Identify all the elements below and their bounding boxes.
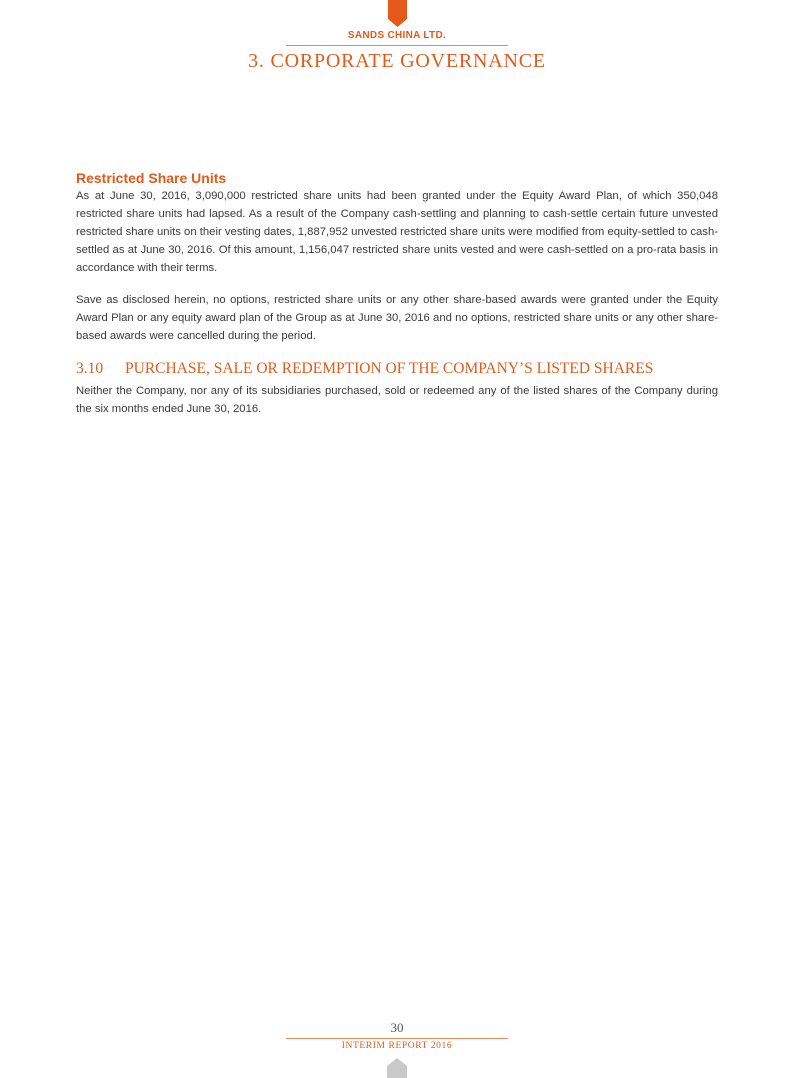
top-tab-marker — [388, 0, 407, 27]
chapter-title: 3. CORPORATE GOVERNANCE — [248, 50, 546, 72]
company-name: SANDS CHINA LTD. — [347, 30, 447, 41]
rsu-paragraph-2: Save as disclosed herein, no options, restricted share units or any other share-based awards were granted under the Equity Award Plan or any equity award plan of the Group as at June 30, 2016 and no options, restricted share units or any other share-based awards were cancelled during the period. — [76, 294, 718, 342]
report-name: INTERIM REPORT 2016 — [341, 1041, 453, 1051]
section-paragraph: Neither the Company, nor any of its subsidiaries purchased, sold or redeemed any of the listed shares of the Company during the six months ended June 30, 2016. — [76, 385, 718, 415]
bottom-tab-marker — [387, 1058, 407, 1078]
section-number: 3.10 — [76, 360, 104, 377]
header-divider — [286, 45, 508, 46]
rsu-paragraph-1: As at June 30, 2016, 3,090,000 restricted share units had been granted under the Equity Award Plan, of which 350,048 restricted share units had lapsed. As a result of the Company cash-settling and planning to cash-settle certain future unvested restricted share units on their vesting dates, 1,887,952 unvested restricted share units were modified from equity-settled to cash-settled as at June 30, 2016. Of this amount, 1,156,047 restricted share units vested and were cash-settled on a pro-rata basis in accordance with their terms. — [76, 190, 718, 274]
page-number: 30 — [390, 1020, 404, 1035]
rsu-heading: Restricted Share Units — [76, 170, 227, 186]
section-title: PURCHASE, SALE OR REDEMPTION OF THE COMPANY’S LISTED SHARES — [125, 360, 654, 377]
section-heading — [76, 360, 736, 378]
footer-divider — [286, 1038, 508, 1039]
